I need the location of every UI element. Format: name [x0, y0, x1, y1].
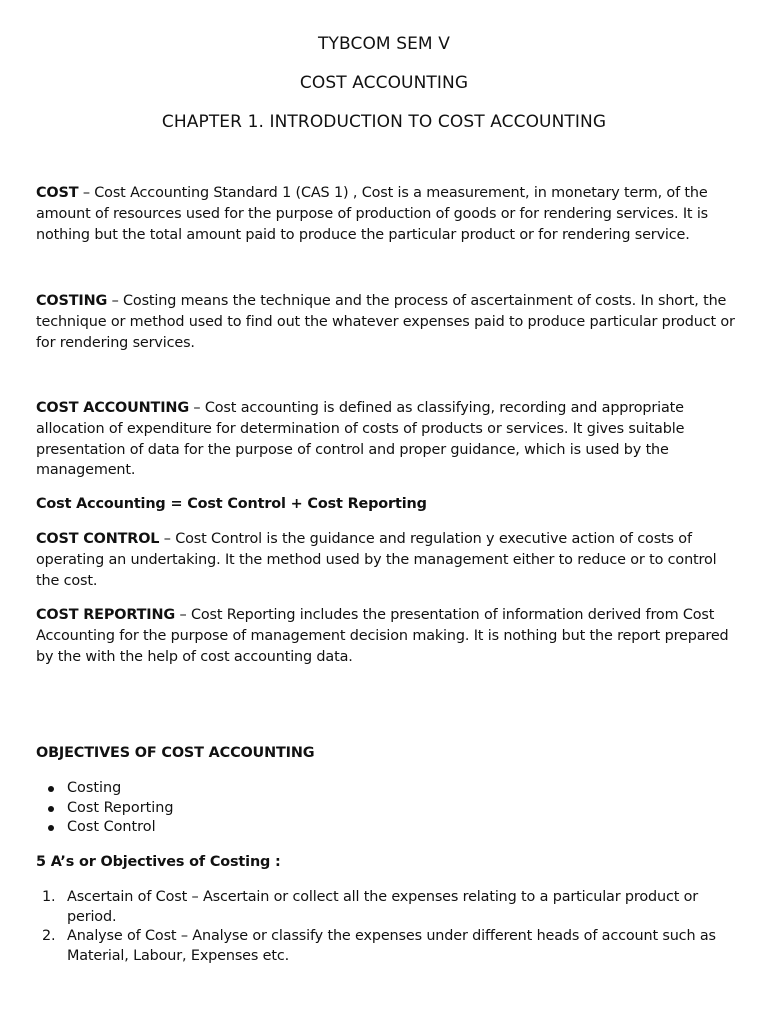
bullet-icon: [48, 825, 54, 831]
costing-definition: [36, 291, 736, 353]
costing-text: – Costing means the technique and the process of ascertainment of costs. In short, the technique or method used to find out the whatever expenses paid to produce particular product or for rendering services.: [36, 293, 735, 351]
cost-control-definition: [36, 529, 736, 591]
list-item-text: Ascertain of Cost – Ascertain or collect all the expenses relating to a particular product or period.: [67, 889, 699, 925]
bullet-icon: [48, 786, 54, 792]
list-item-text: Costing: [67, 780, 122, 796]
cost-accounting-equation: Cost Accounting = Cost Control + Cost Reporting: [36, 496, 427, 512]
cost-reporting-term: COST REPORTING: [36, 607, 176, 623]
list-item: [36, 799, 174, 819]
cost-reporting-definition: [36, 605, 736, 667]
cost-definition: [36, 183, 736, 245]
cost-accounting-term: COST ACCOUNTING: [36, 400, 189, 416]
five-as-list: [36, 888, 736, 966]
list-item: [36, 779, 174, 799]
cost-text: – Cost Accounting Standard 1 (CAS 1) , Cost is a measurement, in monetary term, of the amount of resources used for the purpose of production of goods or for rendering services. It is nothing but the total amount paid to produce the particular product or for rendering service.: [36, 185, 709, 243]
bullet-icon: [48, 806, 54, 812]
course-title: TYBCOM SEM V: [318, 34, 450, 54]
five-as-heading: 5 A’s or Objectives of Costing :: [36, 854, 281, 870]
cost-reporting-text: – Cost Reporting includes the presentation of information derived from Cost Accounting for the purpose of management decision making. It is nothing but the report prepared by the with the help of cost accounting data.: [36, 607, 729, 665]
list-item: [36, 818, 174, 838]
cost-accounting-definition: [36, 398, 736, 481]
objectives-heading: OBJECTIVES OF COST ACCOUNTING: [36, 745, 315, 761]
cost-term: COST: [36, 185, 79, 201]
cost-control-term: COST CONTROL: [36, 531, 160, 547]
cost-control-text: – Cost Control is the guidance and regulation y executive action of costs of operating an undertaking. It the method used by the management either to reduce or to control the cost.: [36, 531, 717, 589]
objectives-list: [36, 779, 174, 838]
list-item-number: 1.: [42, 889, 56, 905]
list-item-number: 2.: [42, 928, 56, 945]
list-item-text: Cost Reporting: [67, 799, 174, 816]
list-item-text: Cost Control: [67, 819, 156, 836]
list-item: [36, 888, 736, 927]
subject-title: COST ACCOUNTING: [299, 73, 469, 93]
document-header: [0, 34, 768, 151]
cost-accounting-text: – Cost accounting is defined as classifying, recording and appropriate allocation of expenditure for determination of costs of products or services. It gives suitable presentation of data for the purpose of control and proper guidance, which is used by the management.: [36, 400, 685, 479]
chapter-title: CHAPTER 1. INTRODUCTION TO COST ACCOUNTING: [161, 112, 607, 132]
list-item: [36, 927, 736, 966]
list-item-text: Analyse of Cost – Analyse or classify the expenses under different heads of account such as Material, Labour, Expenses etc.: [67, 928, 716, 964]
costing-term: COSTING: [36, 293, 108, 309]
